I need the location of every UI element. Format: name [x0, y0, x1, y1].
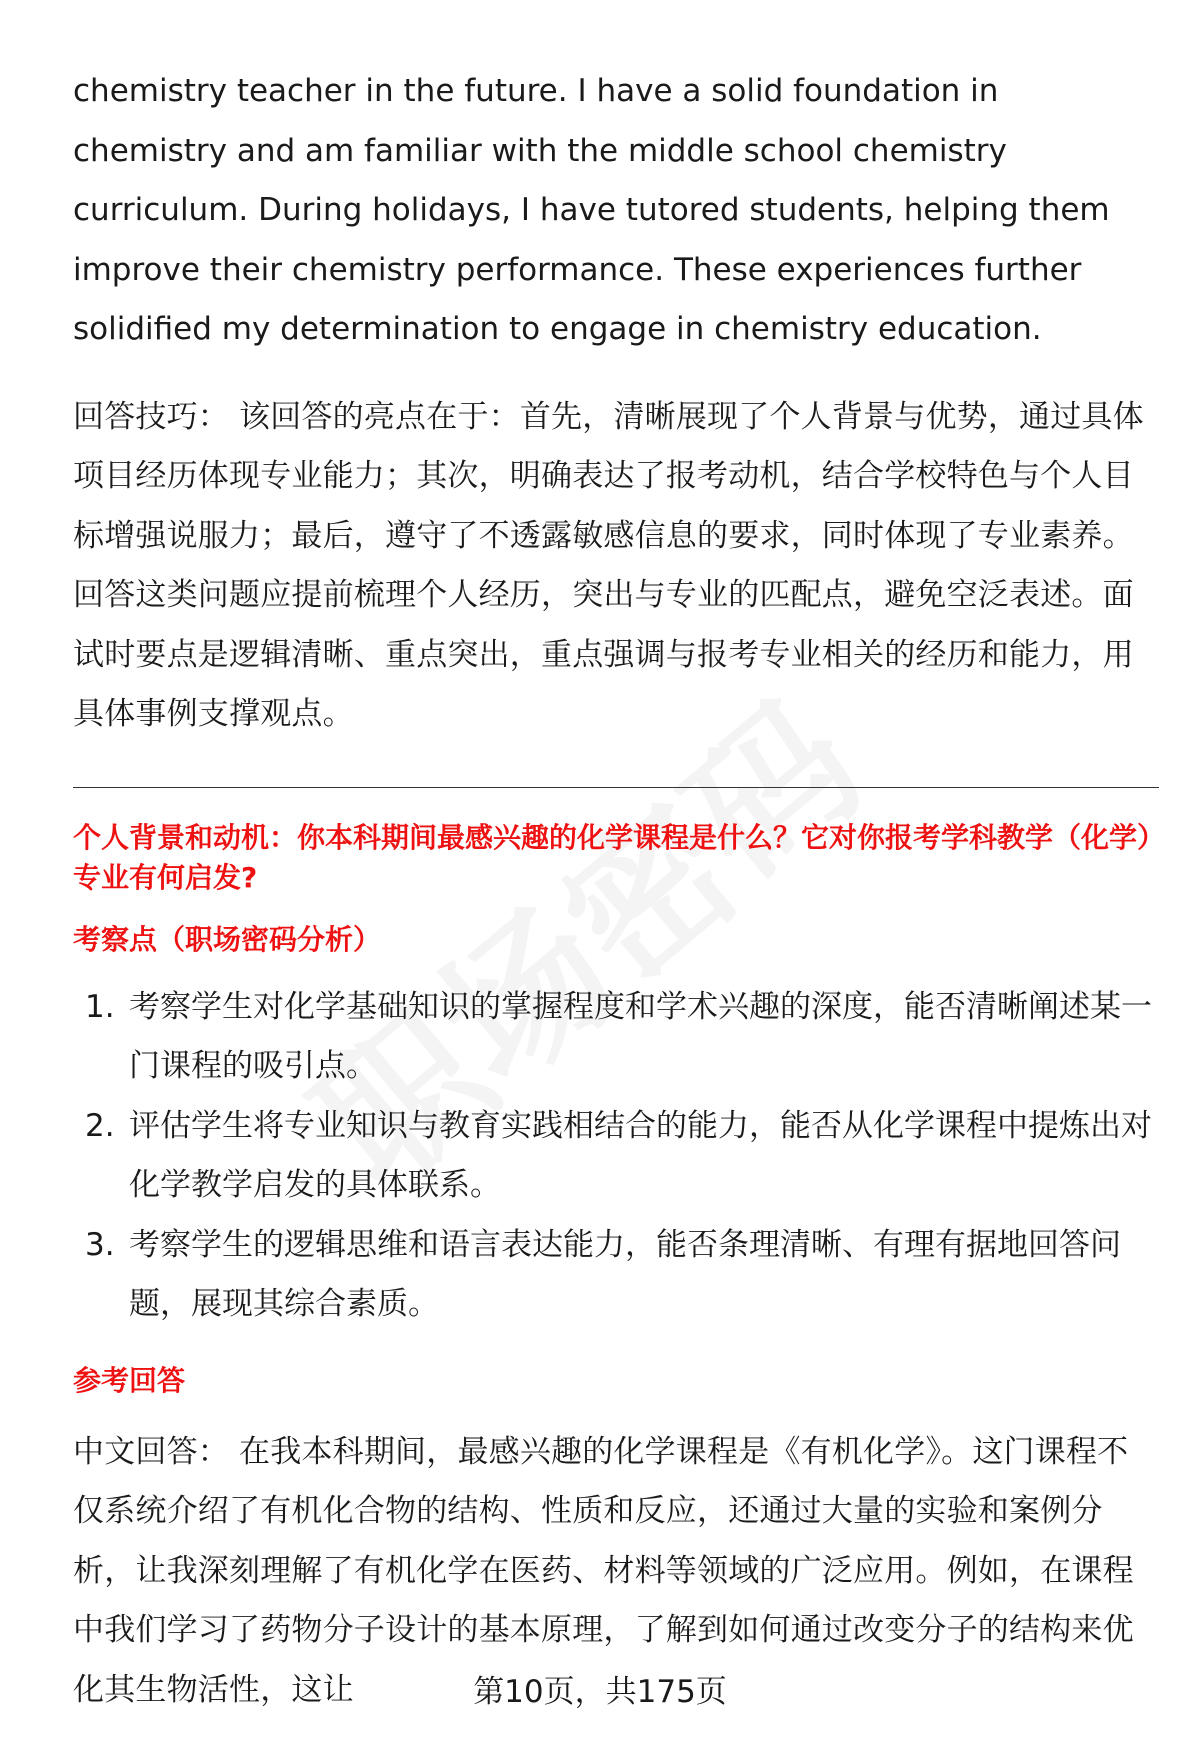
analysis-title: 考察点（职场密码分析）: [73, 922, 382, 956]
reference-text: 在我本科期间，最感兴趣的化学课程是《有机化学》。这门课程不仅系统介绍了有机化合物的结构、性质和反应，还通过大量的实验和案例分析，让我深刻理解了有机化学在医药、材料等领域的广泛应用。例如，在课程中我们学习了药物分子设计的基本原理，了解到如何通过改变分子的结构来优化其生物活性，这让: [73, 1433, 1134, 1708]
list-item-number: 3.: [85, 1226, 115, 1263]
tips-paragraph: [73, 388, 1159, 745]
section-divider: [73, 787, 1159, 788]
list-item: [73, 1216, 1159, 1335]
list-item-text: 考察学生的逻辑思维和语言表达能力，能否条理清晰、有理有据地回答问题，展现其综合素质。: [129, 1226, 1121, 1322]
list-item-text: 评估学生将专业知识与教育实践相结合的能力，能否从化学课程中提炼出对化学教学启发的具体联系。: [129, 1107, 1152, 1203]
list-item: [73, 978, 1159, 1097]
document-page: [73, 62, 1159, 1720]
page-number: 第10页，共175页: [473, 1674, 727, 1710]
reference-title: 参考回答: [73, 1363, 186, 1397]
tips-text: 该回答的亮点在于：首先，清晰展现了个人背景与优势，通过具体项目经历体现专业能力；其次，明确表达了报考动机，结合学校特色与个人目标增强说服力；最后，遵守了不透露敏感信息的要求，同时体现了专业素养。回答这类问题应提前梳理个人经历，突出与专业的匹配点，避免空泛表述。面试时要点是逻辑清晰、重点突出，重点强调与报考专业相关的经历和能力，用具体事例支撑观点。: [73, 398, 1144, 732]
tips-label: 回答技巧：: [73, 398, 229, 435]
list-item-number: 1.: [85, 988, 115, 1025]
list-item: [73, 1097, 1159, 1216]
reference-label: 中文回答：: [73, 1433, 229, 1470]
list-item-text: 考察学生对化学基础知识的掌握程度和学术兴趣的深度，能否清晰阐述某一门课程的吸引点。: [129, 988, 1152, 1084]
list-item-number: 2.: [85, 1107, 115, 1144]
question-heading: 个人背景和动机：你本科期间最感兴趣的化学课程是什么？它对你报考学科教学（化学）专业有何启发?: [73, 820, 1152, 894]
intro-paragraph: chemistry teacher in the future. I have a solid foundation in chemistry and am familiar with the middle school chemistry curriculum. During holidays, I have tutored students, helping them improve their chemistry performance. These experiences further solidified my determination to engage in chemistry education.: [73, 73, 1110, 347]
analysis-points: [73, 978, 1159, 1335]
